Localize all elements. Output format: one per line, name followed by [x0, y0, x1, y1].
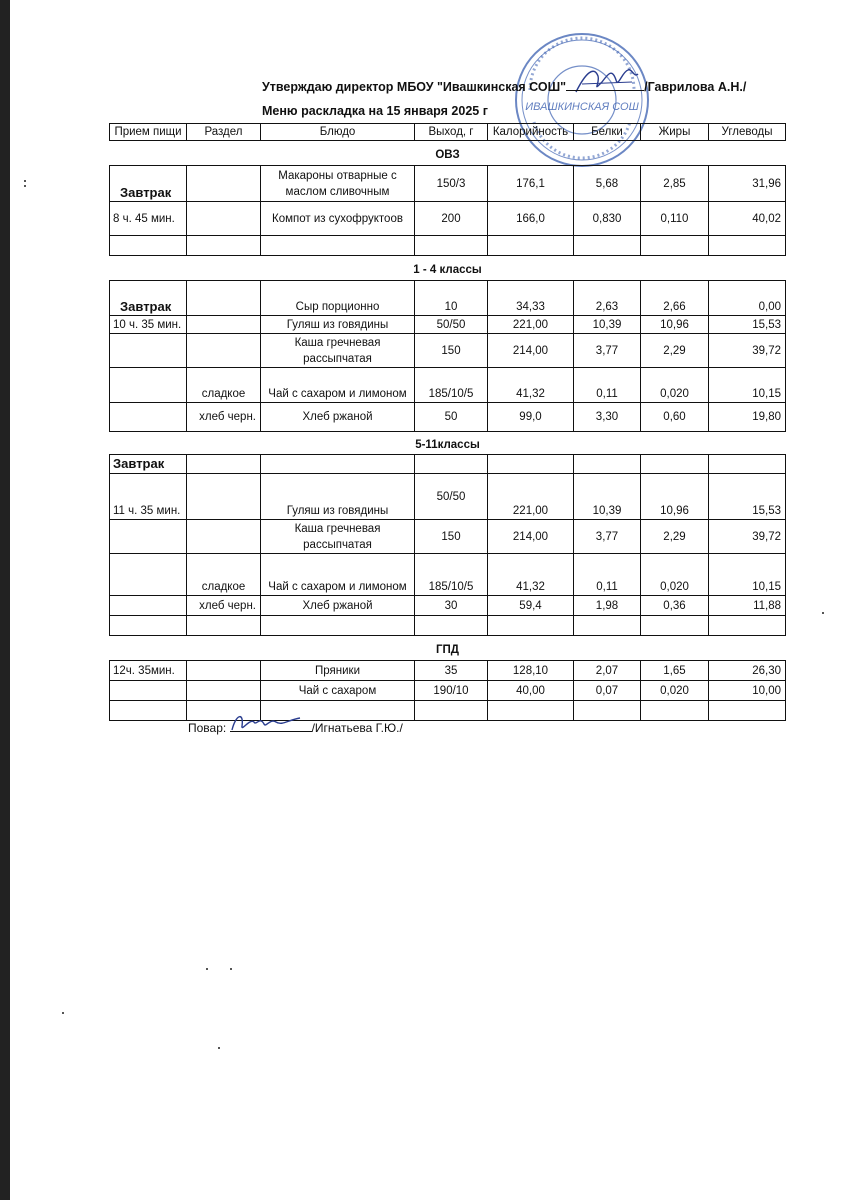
protein: 5,68: [574, 166, 641, 202]
stamp-text: ИВАШКИНСКАЯ СОШ: [525, 101, 639, 113]
table-row: [110, 596, 786, 616]
yield: 35: [415, 661, 488, 681]
fat: 2,29: [641, 520, 709, 554]
table-row: [110, 681, 786, 701]
cook-name: /Игнатьева Г.Ю./: [311, 721, 403, 735]
empty-row: [110, 701, 786, 721]
yield: 150/3: [415, 166, 488, 202]
dish: Чай с сахаром: [261, 681, 415, 701]
calories: 99,0: [488, 403, 574, 432]
col-header: Блюдо: [261, 124, 415, 141]
section-label: [187, 520, 261, 554]
dish: Компот из сухофруктоов: [261, 202, 415, 236]
dish: Макароны отварные с маслом сливочным: [261, 166, 415, 202]
empty-row: [110, 236, 786, 256]
yield: 190/10: [415, 681, 488, 701]
col-header: Углеводы: [709, 124, 786, 141]
fat: 10,96: [641, 316, 709, 334]
meal-time: 8 ч. 45 мин.: [110, 202, 187, 236]
col-header: Выход, г: [415, 124, 488, 141]
section-label: сладкое: [187, 554, 261, 596]
section-label: [187, 334, 261, 368]
director-name: /Гаврилова А.Н./: [644, 80, 747, 94]
protein: 0,07: [574, 681, 641, 701]
scan-edge: [0, 0, 10, 1200]
fat: 0,020: [641, 368, 709, 403]
yield: 10: [415, 281, 488, 316]
section-title: ОВЗ: [110, 141, 786, 166]
approval-line: [262, 79, 746, 94]
section-label: хлеб черн.: [187, 403, 261, 432]
cook-line: [188, 720, 403, 735]
table-header-row: [110, 124, 786, 141]
fat: 2,29: [641, 334, 709, 368]
fat: 0,020: [641, 681, 709, 701]
section-title: 5-11классы: [110, 432, 786, 455]
dish: Гуляш из говядины: [261, 474, 415, 520]
fat: 10,96: [641, 474, 709, 520]
calories: 41,32: [488, 554, 574, 596]
empty-row: [110, 616, 786, 636]
meal-name: Завтрак: [110, 281, 187, 316]
dish: Чай с сахаром и лимоном: [261, 554, 415, 596]
section-label: хлеб черн.: [187, 596, 261, 616]
fat: 0,020: [641, 554, 709, 596]
carbs: 15,53: [709, 316, 786, 334]
scan-speck: [218, 1047, 220, 1049]
yield: 50/50: [415, 474, 488, 520]
table-row: [110, 520, 786, 554]
col-header: Калорийность: [488, 124, 574, 141]
table-row: [110, 403, 786, 432]
dish: Хлеб ржаной: [261, 596, 415, 616]
calories: 214,00: [488, 520, 574, 554]
scan-speck: [24, 180, 26, 182]
protein: 1,98: [574, 596, 641, 616]
carbs: 15,53: [709, 474, 786, 520]
meal-time: 11 ч. 35 мин.: [110, 474, 187, 520]
yield: 185/10/5: [415, 554, 488, 596]
table-row: [110, 455, 786, 474]
protein: 10,39: [574, 474, 641, 520]
table-row: [110, 368, 786, 403]
menu-title: Меню раскладка на 15 января 2025 г: [262, 104, 488, 118]
dish: Сыр порционно: [261, 281, 415, 316]
calories: 221,00: [488, 316, 574, 334]
yield: 150: [415, 334, 488, 368]
calories: 59,4: [488, 596, 574, 616]
yield: 50: [415, 403, 488, 432]
calories: 221,00: [488, 474, 574, 520]
table-row: [110, 316, 786, 334]
section-title: ГПД: [110, 636, 786, 661]
yield: 30: [415, 596, 488, 616]
table-row: [110, 661, 786, 681]
carbs: 40,02: [709, 202, 786, 236]
calories: 214,00: [488, 334, 574, 368]
protein: 2,63: [574, 281, 641, 316]
carbs: 19,80: [709, 403, 786, 432]
carbs: 11,88: [709, 596, 786, 616]
col-header: Белки: [574, 124, 641, 141]
section-label: [187, 281, 261, 316]
calories: 166,0: [488, 202, 574, 236]
meal-time: 12ч. 35мин.: [110, 661, 187, 681]
table-row: [110, 281, 786, 316]
calories: 40,00: [488, 681, 574, 701]
section-row: [110, 256, 786, 281]
section-label: [187, 316, 261, 334]
scan-speck: [62, 1012, 64, 1014]
col-header: Жиры: [641, 124, 709, 141]
table-row: [110, 334, 786, 368]
section-row: [110, 141, 786, 166]
table-row: [110, 554, 786, 596]
scan-speck: [24, 185, 26, 187]
fat: 2,66: [641, 281, 709, 316]
table-row: [110, 474, 786, 520]
signature-line: [230, 720, 312, 732]
calories: 128,10: [488, 661, 574, 681]
protein: 3,77: [574, 334, 641, 368]
section-row: [110, 432, 786, 455]
fat: 1,65: [641, 661, 709, 681]
meal-name: Завтрак: [110, 166, 187, 202]
carbs: 0,00: [709, 281, 786, 316]
table-row: [110, 166, 786, 202]
protein: 0,11: [574, 368, 641, 403]
dish: Гуляш из говядины: [261, 316, 415, 334]
carbs: 10,00: [709, 681, 786, 701]
carbs: 39,72: [709, 334, 786, 368]
fat: 0,36: [641, 596, 709, 616]
yield: 150: [415, 520, 488, 554]
section-row: [110, 636, 786, 661]
carbs: 39,72: [709, 520, 786, 554]
scan-speck: [822, 612, 824, 614]
meal-time: 10 ч. 35 мин.: [110, 316, 187, 334]
calories: 41,32: [488, 368, 574, 403]
approval-text: Утверждаю директор МБОУ "Ивашкинская СОШ": [262, 80, 567, 94]
dish: Пряники: [261, 661, 415, 681]
meal-name: Завтрак: [110, 455, 187, 474]
signature-line: [566, 79, 644, 91]
section-label: сладкое: [187, 368, 261, 403]
carbs: 26,30: [709, 661, 786, 681]
col-header: Прием пищи: [110, 124, 187, 141]
scan-speck: [230, 968, 232, 970]
section-title: 1 - 4 классы: [110, 256, 786, 281]
calories: 176,1: [488, 166, 574, 202]
yield: 50/50: [415, 316, 488, 334]
col-header: Раздел: [187, 124, 261, 141]
carbs: 10,15: [709, 368, 786, 403]
fat: 2,85: [641, 166, 709, 202]
fat: 0,60: [641, 403, 709, 432]
carbs: 31,96: [709, 166, 786, 202]
section-label: [187, 474, 261, 520]
calories: 34,33: [488, 281, 574, 316]
protein: 0,11: [574, 554, 641, 596]
dish: Чай с сахаром и лимоном: [261, 368, 415, 403]
protein: 2,07: [574, 661, 641, 681]
protein: 3,77: [574, 520, 641, 554]
protein: 3,30: [574, 403, 641, 432]
yield: 185/10/5: [415, 368, 488, 403]
fat: 0,110: [641, 202, 709, 236]
carbs: 10,15: [709, 554, 786, 596]
dish: Каша гречневая рассыпчатая: [261, 520, 415, 554]
scan-speck: [206, 968, 208, 970]
cook-label: Повар:: [188, 721, 227, 735]
yield: 200: [415, 202, 488, 236]
dish: Хлеб ржаной: [261, 403, 415, 432]
dish: Каша гречневая рассыпчатая: [261, 334, 415, 368]
menu-table: [109, 123, 786, 721]
protein: 10,39: [574, 316, 641, 334]
table-row: [110, 202, 786, 236]
protein: 0,830: [574, 202, 641, 236]
